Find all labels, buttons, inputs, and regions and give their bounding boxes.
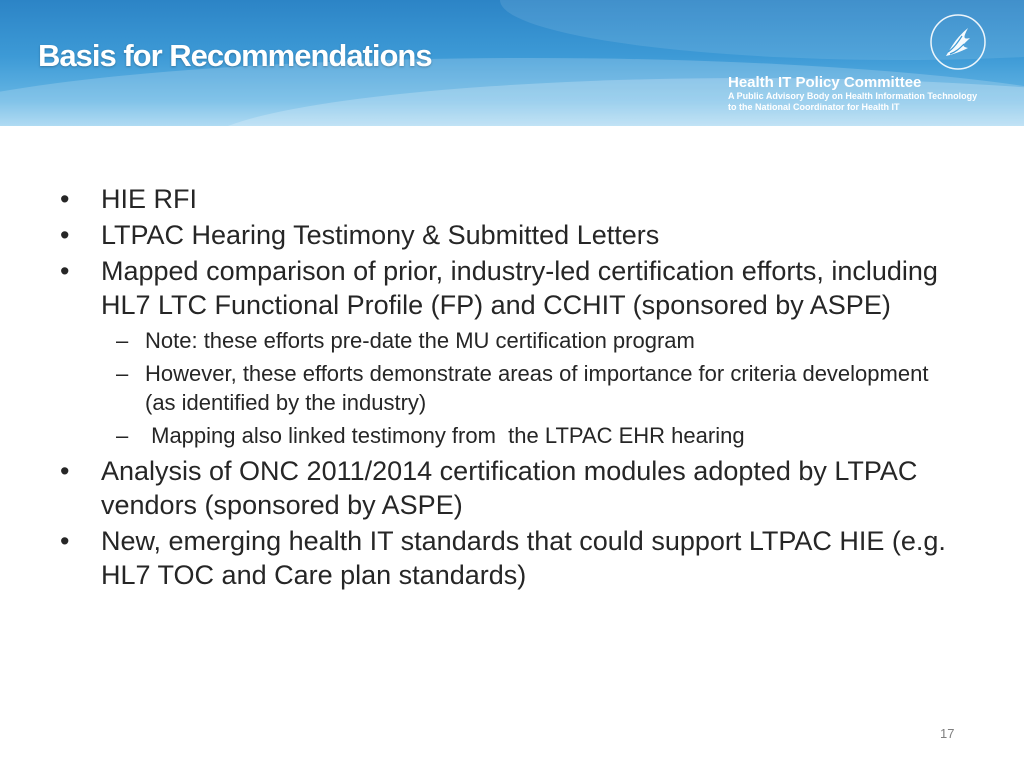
bullet-text: LTPAC Hearing Testimony & Submitted Letters (101, 220, 660, 250)
sub-bullet-marker: – (116, 361, 129, 386)
org-subtitle-line1: A Public Advisory Body on Health Information Technology (728, 91, 978, 101)
slide-body (60, 182, 960, 594)
page-number: 17 (940, 726, 955, 741)
sub-bullet-text: However, these efforts demonstrate areas of importance for criteria development (as identified by the industry) (145, 361, 929, 415)
sub-bullet-text: Note: these efforts pre-date the MU certification program (145, 328, 695, 353)
hhs-eagle-icon (928, 12, 988, 72)
org-subtitle-line2: to the National Coordinator for Health IT (728, 102, 900, 112)
sub-bullet-item (60, 359, 960, 417)
bullet-marker: • (60, 256, 70, 286)
sub-bullet-item (60, 326, 960, 355)
bullet-item (60, 182, 960, 216)
bullet-item (60, 218, 960, 252)
org-name: Health IT Policy Committee (728, 74, 922, 91)
slide-title: Basis for Recommendations (38, 38, 432, 73)
bullet-marker: • (60, 220, 70, 250)
bullet-marker: • (60, 456, 70, 486)
org-branding (728, 74, 977, 113)
sub-bullet-text: Mapping also linked testimony from the LTPAC EHR hearing (145, 423, 745, 448)
sub-bullet-item (60, 421, 960, 450)
bullet-text: Analysis of ONC 2011/2014 certification modules adopted by LTPAC vendors (sponsored by ASPE) (101, 456, 918, 520)
sub-bullet-marker: – (116, 328, 129, 353)
bullet-item (60, 454, 960, 522)
bullet-marker: • (60, 184, 70, 214)
bullet-marker: • (60, 526, 70, 556)
bullet-text: Mapped comparison of prior, industry-led certification efforts, including HL7 LTC Functional Profile (FP) and CCHIT (sponsored by ASPE) (101, 256, 938, 320)
slide-header (0, 0, 1024, 126)
sub-bullet-marker: – (116, 423, 129, 448)
bullet-item (60, 254, 960, 322)
bullet-text: New, emerging health IT standards that could support LTPAC HIE (e.g. HL7 TOC and Care plan standards) (101, 526, 946, 590)
bullet-item (60, 524, 960, 592)
bullet-text: HIE RFI (101, 184, 198, 214)
sub-bullet-list (60, 326, 960, 450)
